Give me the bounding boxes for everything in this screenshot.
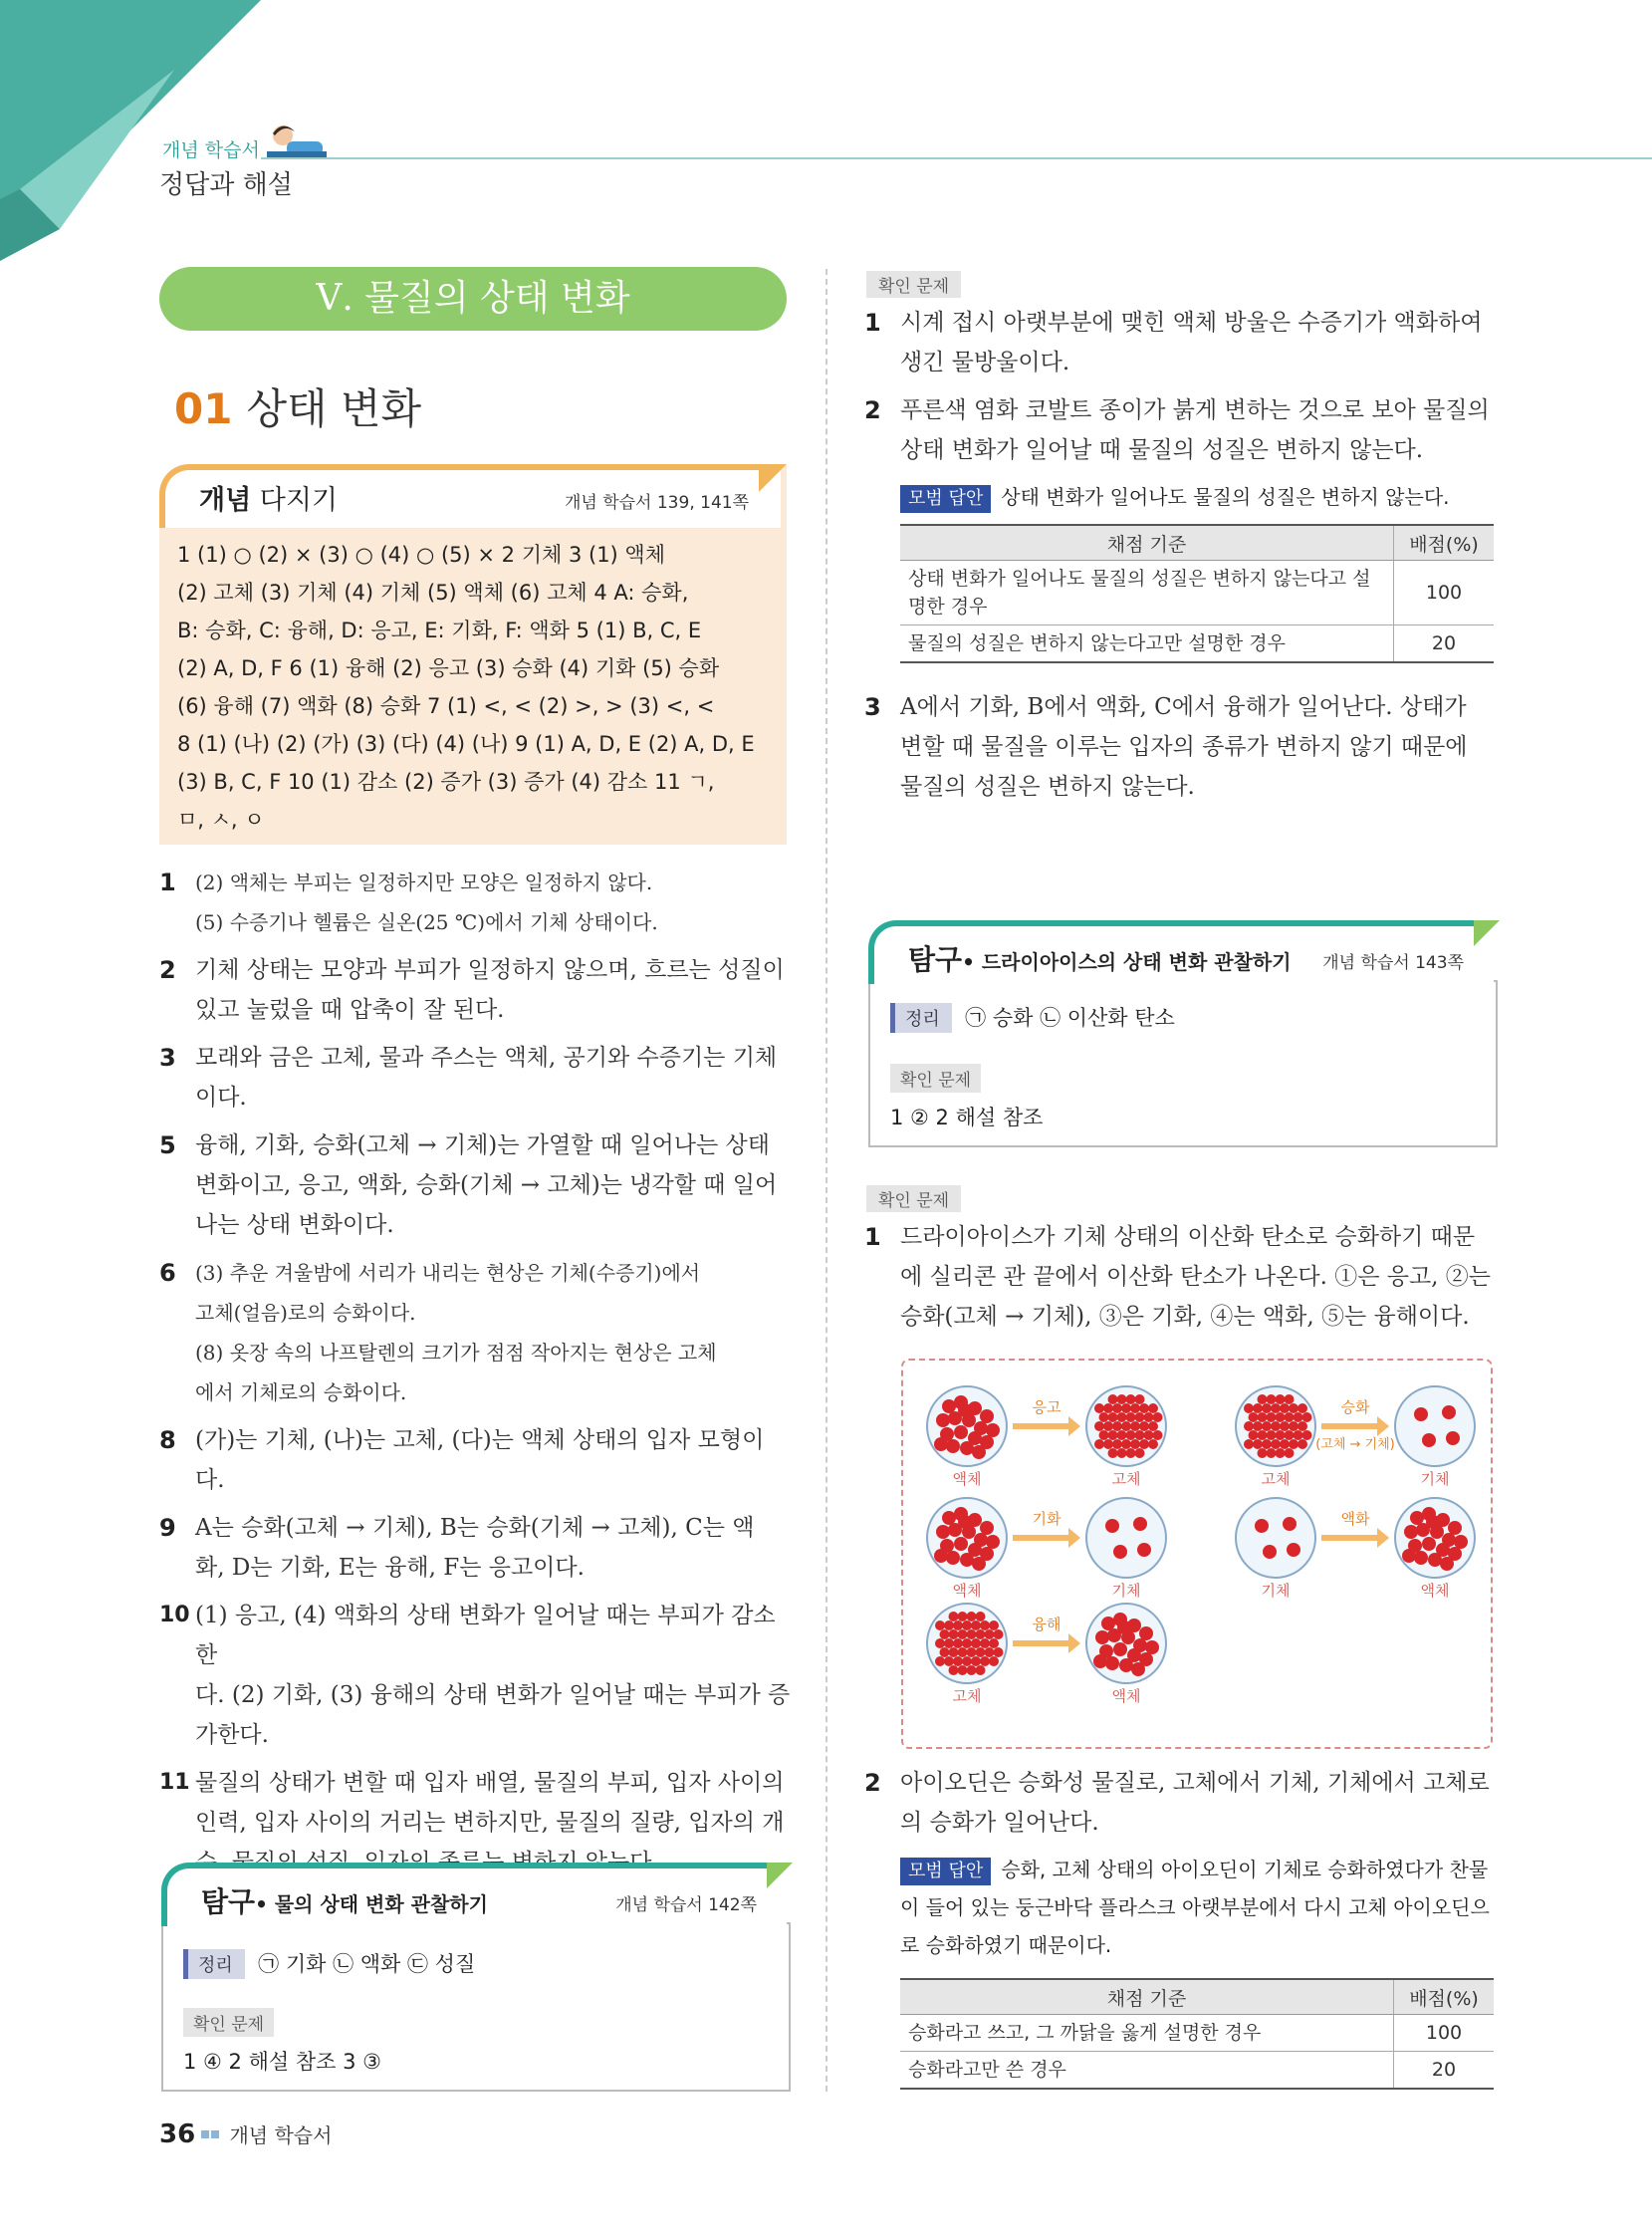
state-label: 액체 — [1111, 1687, 1141, 1705]
particle — [1105, 1519, 1119, 1533]
particle — [949, 1665, 959, 1675]
particle — [994, 1647, 1004, 1657]
particle — [980, 1620, 990, 1630]
particle — [1262, 1421, 1272, 1431]
particle — [960, 1441, 974, 1455]
arrow-head — [1377, 1416, 1389, 1436]
particle-diagram-svg — [903, 1361, 1491, 1747]
explore-ref: 개념 학습서 143쪽 — [1322, 953, 1464, 973]
particle — [1258, 1448, 1268, 1458]
particle — [1121, 1421, 1131, 1431]
particle — [1285, 1430, 1295, 1440]
particle — [1271, 1421, 1281, 1431]
particle — [1446, 1431, 1460, 1445]
header-title: 정답과 해설 — [159, 170, 293, 200]
particle — [1103, 1439, 1113, 1449]
arrow-label: (고체 → 기체) — [1315, 1437, 1395, 1452]
particle — [1139, 1421, 1149, 1431]
particle — [1410, 1511, 1424, 1525]
particle — [1426, 1515, 1440, 1529]
state-label: 액체 — [952, 1470, 982, 1488]
particle — [1442, 1405, 1456, 1419]
check-problems-1 — [864, 303, 1502, 516]
state-label: 액체 — [952, 1582, 982, 1600]
particle — [971, 1638, 981, 1648]
particle — [1285, 1412, 1295, 1422]
arrow-head — [1068, 1528, 1080, 1548]
explanation-item: 2 아이오딘은 승화성 물질로, 고체에서 기체, 기체에서 고체로 의 승화가 일어난다. — [864, 1769, 1490, 1836]
particle — [1422, 1433, 1436, 1447]
particle — [949, 1647, 959, 1657]
particle — [1099, 1412, 1109, 1422]
particle — [949, 1629, 959, 1639]
particle — [1094, 1439, 1104, 1449]
particle — [1404, 1525, 1418, 1539]
particle — [1244, 1403, 1254, 1413]
particle — [1131, 1662, 1145, 1676]
particle — [1253, 1439, 1263, 1449]
table-header: 채점 기준 — [900, 525, 1394, 561]
section-name: 상태 변화 — [246, 384, 422, 433]
particle — [1145, 1640, 1159, 1654]
particle — [1258, 1394, 1268, 1404]
particle — [1262, 1439, 1272, 1449]
particle — [1289, 1421, 1298, 1431]
particle — [1271, 1439, 1281, 1449]
footer-label: 개념 학습서 — [229, 2123, 333, 2147]
arrow-label: 액화 — [1340, 1510, 1370, 1528]
explanation-item: 3 A에서 기화, B에서 액화, C에서 융해가 일어난다. 상태가 변할 때 물질을 이루는 입자의 종류가 변하지 않기 때문에 물질의 성질은 변하지 않는다. — [864, 693, 1468, 800]
explanation-item: 5 융해, 기화, 승화(고체 → 기체)는 가열할 때 일어나는 상태 변화이고, 응고, 액화, 승화(기체 → 고체)는 냉각할 때 일어 나는 상태 변화이다. — [159, 1131, 778, 1238]
check-tag: 확인 문제 — [866, 271, 961, 298]
page-footer — [159, 2119, 332, 2149]
particle — [1422, 1537, 1436, 1551]
particle — [1105, 1656, 1119, 1670]
particle — [980, 1638, 990, 1648]
arrow-label: 기화 — [1032, 1510, 1062, 1528]
particle — [1137, 1543, 1151, 1557]
particle — [935, 1620, 945, 1630]
particle — [989, 1620, 999, 1630]
particle — [1121, 1439, 1131, 1449]
state-label: 고체 — [952, 1687, 982, 1705]
particle — [1117, 1430, 1127, 1440]
particle — [1135, 1430, 1145, 1440]
particle — [1117, 1412, 1127, 1422]
particle — [1095, 1630, 1109, 1644]
particle — [989, 1656, 999, 1666]
particle — [1117, 1394, 1127, 1404]
arrow-label: 승화 — [1340, 1398, 1370, 1416]
check-answers: 1 ④ 2 해설 참조 3 ③ — [183, 2050, 381, 2074]
check-answers: 1 ② 2 해설 참조 — [890, 1106, 1044, 1129]
particle — [1258, 1412, 1268, 1422]
model-tag: 모범 답안 — [900, 1858, 991, 1885]
particle — [1414, 1551, 1428, 1565]
particle — [953, 1638, 963, 1648]
particle — [1276, 1430, 1286, 1440]
particle — [1276, 1394, 1286, 1404]
particle — [962, 1638, 972, 1648]
particle — [958, 1515, 972, 1529]
particle — [946, 1551, 960, 1565]
check-tag: 확인 문제 — [183, 2008, 274, 2037]
particle — [1108, 1412, 1118, 1422]
explanation-item: 1 시계 접시 아랫부분에 맺힌 액체 방울은 수증기가 액화하여 생긴 물방울이다. — [864, 309, 1483, 375]
summary-tag: 정리 — [890, 1003, 952, 1033]
model-answer: 모범 답안 승화, 고체 상태의 아이오딘이 기체로 승화하였다가 찬물 이 들어 있는 둥근바닥 플라스크 아랫부분에서 다시 고체 아이오딘으 로 승화하였기 때문이다. — [900, 1858, 1490, 1957]
particle — [1126, 1412, 1136, 1422]
particle — [1258, 1430, 1268, 1440]
answer-line: B: 승화, C: 융해, D: 응고, E: 기화, F: 액화 5 (1) B, C, E — [177, 619, 702, 642]
arrow-label: 융해 — [1032, 1616, 1062, 1633]
explanations-left — [159, 863, 793, 1890]
particle — [1130, 1421, 1140, 1431]
particle — [1144, 1430, 1154, 1440]
particle — [1103, 1403, 1113, 1413]
particle — [1253, 1421, 1263, 1431]
explanation-item: 2 기체 상태는 모양과 부피가 일정하지 않으며, 흐르는 성질이 있고 눌렀을 때 압축이 잘 된다. — [159, 956, 785, 1023]
explore-title: 탐구• 물의 상태 변화 관찰하기 — [201, 1885, 488, 1918]
particle — [935, 1656, 945, 1666]
particle — [1271, 1403, 1281, 1413]
particle — [946, 1439, 960, 1453]
table-header: 배점(%) — [1394, 525, 1495, 561]
particle — [960, 1553, 974, 1567]
particle — [958, 1612, 968, 1621]
particle — [934, 1437, 948, 1451]
check-problem-3 — [864, 687, 1502, 815]
student-illustration — [261, 120, 331, 161]
state-label: 기체 — [1420, 1470, 1450, 1488]
particle — [934, 1549, 948, 1563]
particle — [949, 1612, 959, 1621]
particle — [1119, 1658, 1133, 1672]
particle — [1112, 1403, 1122, 1413]
particle — [1101, 1617, 1115, 1630]
column-divider — [826, 269, 827, 2092]
gas-container — [1236, 1498, 1315, 1578]
particle — [954, 1425, 968, 1439]
gas-container — [1086, 1498, 1166, 1578]
particle — [1285, 1394, 1295, 1404]
particle — [1148, 1421, 1158, 1431]
particle — [1298, 1439, 1307, 1449]
particle — [1126, 1448, 1136, 1458]
particle — [1148, 1403, 1158, 1413]
particle — [1108, 1394, 1118, 1404]
concept-answers — [177, 536, 775, 839]
particle — [1280, 1403, 1290, 1413]
particle — [944, 1620, 954, 1630]
particle — [958, 1647, 968, 1657]
check-tag-row — [183, 2008, 274, 2037]
particle — [1108, 1430, 1118, 1440]
particle — [1117, 1448, 1127, 1458]
particle — [1263, 1545, 1277, 1559]
particle — [1276, 1412, 1286, 1422]
explore-ref: 개념 학습서 142쪽 — [615, 1895, 757, 1915]
table-row: 상태 변화가 일어나도 물질의 성질은 변하지 않는다고 설명한 경우 100 — [900, 561, 1494, 625]
particle — [1402, 1549, 1416, 1563]
particle — [1255, 1519, 1269, 1533]
particle — [1148, 1439, 1158, 1449]
particle — [1244, 1439, 1254, 1449]
summary-text: ㉠ 승화 ㉡ 이산화 탄소 — [965, 1006, 1175, 1030]
explanation-item: 2 푸른색 염화 코발트 종이가 붉게 변하는 것으로 보아 물질의 상태 변화가 일어날 때 물질의 성질은 변하지 않는다. — [864, 396, 1490, 463]
particle — [1153, 1412, 1163, 1422]
particle — [942, 1511, 956, 1525]
particle — [1112, 1439, 1122, 1449]
particle — [944, 1656, 954, 1666]
particle — [1253, 1403, 1263, 1413]
model-tag: 모범 답안 — [900, 485, 991, 513]
particle — [1454, 1535, 1468, 1549]
particle — [1244, 1421, 1254, 1431]
particle — [942, 1399, 956, 1413]
concept-header — [159, 464, 787, 526]
particle — [967, 1629, 977, 1639]
particle — [980, 1409, 994, 1423]
particle — [976, 1647, 986, 1657]
particle — [953, 1620, 963, 1630]
summary-tag: 정리 — [183, 1949, 245, 1979]
answer-line: (2) A, D, F 6 (1) 융해 (2) 응고 (3) 승화 (4) 기화 (5) 승화 — [177, 656, 720, 680]
particle — [1130, 1403, 1140, 1413]
table-row: 물질의 성질은 변하지 않는다고만 설명한 경우 20 — [900, 625, 1494, 663]
particle — [1298, 1421, 1307, 1431]
particle — [1440, 1557, 1454, 1571]
particle — [1112, 1421, 1122, 1431]
particle — [1133, 1517, 1147, 1531]
particle — [1135, 1448, 1145, 1458]
particle — [936, 1413, 950, 1427]
answer-line: ㅁ, ㅅ, ㅇ — [177, 808, 265, 832]
particle — [1135, 1394, 1145, 1404]
header-rule — [261, 157, 1652, 159]
particle — [1094, 1403, 1104, 1413]
answer-line: (6) 융해 (7) 액화 (8) 승화 7 (1) <, < (2) >, > (3) <, < — [177, 694, 715, 718]
explore-box-2 — [868, 943, 1498, 1147]
particle — [1262, 1403, 1272, 1413]
check-tag-row — [890, 1064, 981, 1093]
model-answer: 모범 답안 상태 변화가 일어나도 물질의 성질은 변하지 않는다. — [864, 478, 1502, 516]
particle — [1267, 1430, 1277, 1440]
particle — [986, 1423, 1000, 1437]
particle — [1289, 1439, 1298, 1449]
particle — [1139, 1626, 1153, 1640]
particle — [1139, 1403, 1149, 1413]
explanation-item: 11 물질의 상태가 변할 때 입자 배열, 물질의 부피, 입자 사이의 인력, 입자 사이의 거리는 변하지만, 물질의 질량, 입자의 개 — [159, 1770, 785, 1836]
explore-header — [868, 920, 1494, 984]
state-label: 기체 — [1261, 1582, 1291, 1600]
answer-line: (2) 고체 (3) 기체 (4) 기체 (5) 액체 (6) 고체 4 A: 승화, — [177, 581, 689, 605]
particle — [962, 1656, 972, 1666]
particle — [985, 1647, 995, 1657]
section-number: 01 — [174, 384, 233, 433]
particle — [936, 1525, 950, 1539]
section-title — [174, 376, 421, 436]
explanation-item: 1 (2) 액체는 부피는 일정하지만 모양은 일정하지 않다. (5) 수증기나 헬륨은 실온(25 ℃)에서 기체 상태이다. — [159, 869, 658, 934]
concept-ref: 개념 학습서 139, 141쪽 — [564, 493, 749, 513]
particle — [1276, 1448, 1286, 1458]
explore-header — [161, 1863, 787, 1926]
particle — [1294, 1430, 1303, 1440]
particle — [980, 1656, 990, 1666]
explanation-item: 6 (3) 추운 겨울밤에 서리가 내리는 현상은 기체(수증기)에서 고체(얼음)로의 승화이다. (8) 옷장 속의 나프탈렌의 크기가 점점 작아지는 현상은 고체 에서 기체로의 승화이다. — [159, 1259, 717, 1404]
header-small: 개념 학습서 — [162, 139, 260, 161]
particle — [967, 1612, 977, 1621]
particle — [1283, 1517, 1297, 1531]
particle — [1302, 1430, 1312, 1440]
explore-box-1 — [161, 1885, 791, 2092]
particle — [1298, 1403, 1307, 1413]
state-label: 기체 — [1111, 1582, 1141, 1600]
particle — [940, 1629, 950, 1639]
particle — [1285, 1448, 1295, 1458]
check-tag: 확인 문제 — [890, 1064, 981, 1093]
particle — [967, 1647, 977, 1657]
particle — [1287, 1543, 1300, 1557]
particle — [976, 1629, 986, 1639]
summary-text: ㉠ 기화 ㉡ 액화 ㉢ 성질 — [258, 1952, 476, 1976]
particle — [1139, 1439, 1149, 1449]
table-row: 승화라고만 쓴 경우 20 — [900, 2052, 1494, 2090]
summary-row — [183, 1948, 475, 1979]
answer-line: 1 (1) ○ (2) × (3) ○ (4) ○ (5) × 2 기체 3 (1) 액체 — [177, 543, 665, 567]
particle — [1448, 1521, 1462, 1535]
particle — [1294, 1412, 1303, 1422]
particle — [1289, 1403, 1298, 1413]
check-problems-2 — [864, 1217, 1502, 1345]
state-label: 액체 — [1420, 1582, 1450, 1600]
particle — [1117, 1620, 1131, 1634]
page-number: 36 — [159, 2119, 196, 2149]
particle — [1113, 1545, 1127, 1559]
particle — [1428, 1553, 1442, 1567]
particle — [971, 1620, 981, 1630]
particle — [994, 1629, 1004, 1639]
explanation-item: 3 모래와 금은 고체, 물과 주스는 액체, 공기와 수증기는 기체 이다. — [159, 1044, 778, 1111]
unit-title: Ⅴ. 물질의 상태 변화 — [159, 267, 787, 331]
particle — [1267, 1394, 1277, 1404]
corner-decoration — [0, 0, 269, 269]
particle — [980, 1521, 994, 1535]
particle — [944, 1638, 954, 1648]
particle — [958, 1629, 968, 1639]
arrow-head — [1068, 1416, 1080, 1436]
concept-title: 개념 다지기 — [199, 485, 339, 516]
particle — [1267, 1412, 1277, 1422]
particle — [1249, 1412, 1259, 1422]
explanation-item: 9 A는 승화(고체 → 기체), B는 승화(기체 → 고체), C는 액 화, D는 기화, E는 융해, F는 응고이다. — [159, 1514, 755, 1581]
particle — [1144, 1412, 1154, 1422]
particle — [1113, 1642, 1127, 1656]
particle — [972, 1557, 986, 1571]
particle — [958, 1665, 968, 1675]
arrow-head — [1068, 1633, 1080, 1653]
check-tag: 확인 문제 — [866, 1185, 961, 1212]
particle — [1414, 1407, 1428, 1421]
particle — [962, 1620, 972, 1630]
particle — [986, 1535, 1000, 1549]
particle — [989, 1638, 999, 1648]
particle — [1280, 1421, 1290, 1431]
particle — [1126, 1394, 1136, 1404]
particle — [1130, 1439, 1140, 1449]
particle — [1108, 1448, 1118, 1458]
explanation-item: 1 드라이아이스가 기체 상태의 이산화 탄소로 승화하기 때문 에 실리콘 관 끝에서 이산화 탄소가 나온다. ①은 응고, ②는 승화(고체 → 기체), ③은 기화, ④는 액화, ⑤는 융해이다. — [864, 1223, 1491, 1330]
state-label: 고체 — [1111, 1470, 1141, 1488]
particle — [976, 1665, 986, 1675]
particle — [985, 1629, 995, 1639]
arrow-head — [1377, 1528, 1389, 1548]
explanation-item: 10 (1) 응고, (4) 액화의 상태 변화가 일어날 때는 부피가 감소한 다. (2) 기화, (3) 융해의 상태 변화가 일어날 때는 부피가 증 가한다. — [159, 1603, 791, 1748]
gas-container — [1395, 1386, 1475, 1466]
answer-line: 8 (1) (나) (2) (가) (3) (다) (4) (나) 9 (1) A, D, E (2) A, D, E — [177, 732, 755, 756]
answer-line: (3) B, C, F 10 (1) 감소 (2) 증가 (3) 증가 (4) 감소 11 ㄱ, — [177, 770, 715, 794]
particle — [1121, 1403, 1131, 1413]
grading-table-2 — [900, 1978, 1494, 2090]
check-problem-2b — [864, 1763, 1502, 1964]
particle — [1267, 1448, 1277, 1458]
particle — [1093, 1654, 1107, 1668]
particle — [1249, 1430, 1259, 1440]
table-header: 배점(%) — [1394, 1979, 1495, 2015]
particle — [953, 1656, 963, 1666]
summary-row — [890, 1002, 1175, 1033]
particle — [1126, 1430, 1136, 1440]
particle — [1094, 1421, 1104, 1431]
particle — [1280, 1439, 1290, 1449]
state-label: 고체 — [1261, 1470, 1291, 1488]
explanation-item: 8 (가)는 기체, (나)는 고체, (다)는 액체 상태의 입자 모형이다. — [159, 1426, 765, 1493]
particle — [1153, 1430, 1163, 1440]
grading-table-1 — [900, 524, 1494, 663]
particle — [954, 1537, 968, 1551]
table-row: 승화라고 쓰고, 그 까닭을 옳게 설명한 경우 100 — [900, 2015, 1494, 2052]
particle — [967, 1665, 977, 1675]
explore-title: 탐구• 드라이아이스의 상태 변화 관찰하기 — [908, 943, 1292, 976]
particle — [1135, 1412, 1145, 1422]
particle — [1103, 1421, 1113, 1431]
particle — [972, 1445, 986, 1459]
particle — [935, 1638, 945, 1648]
state-change-diagram — [901, 1359, 1493, 1749]
particle — [971, 1656, 981, 1666]
table-header: 채점 기준 — [900, 1979, 1394, 2015]
particle — [976, 1612, 986, 1621]
particle — [1099, 1430, 1109, 1440]
arrow-label: 응고 — [1032, 1398, 1062, 1416]
particle — [940, 1647, 950, 1657]
particle — [1302, 1412, 1312, 1422]
particle — [958, 1403, 972, 1417]
